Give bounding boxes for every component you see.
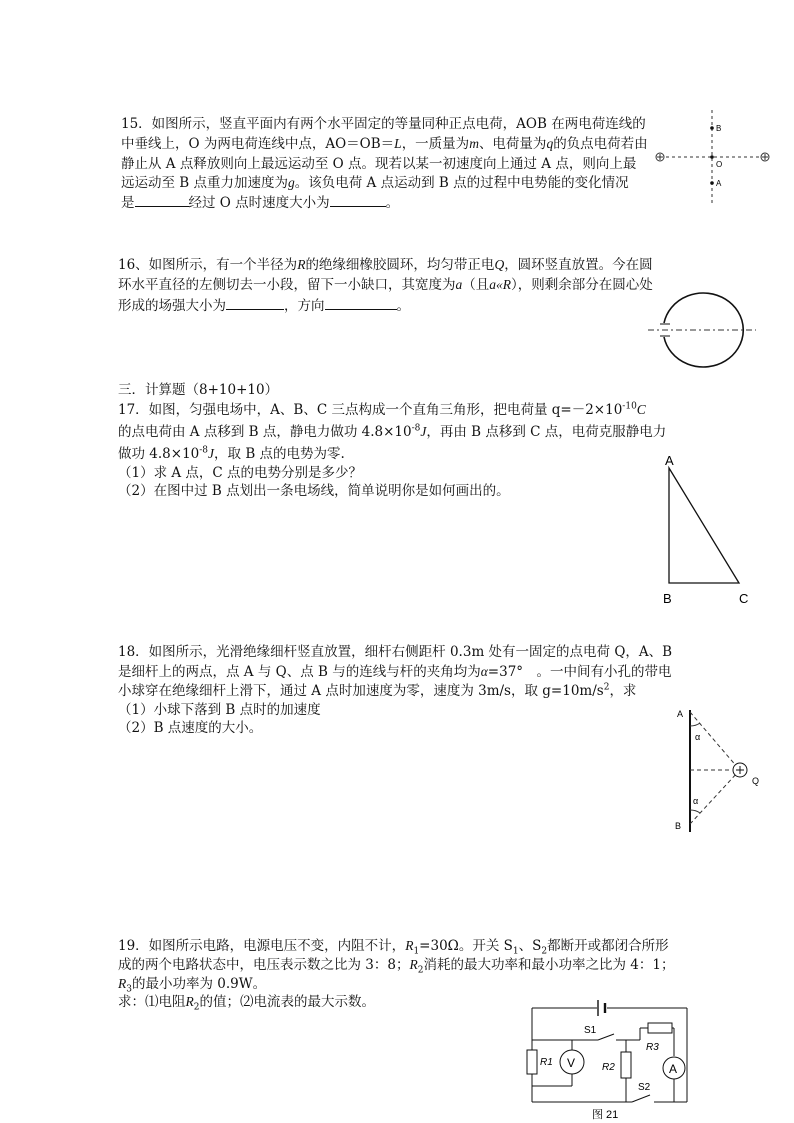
answer-blank[interactable] <box>226 296 284 310</box>
right-triangle-abc <box>669 468 739 583</box>
q15-line4: 远运动至 B 点重力加速度为g。该负电荷 A 点运动到 B 点的过程中电势能的变化情况 <box>121 175 629 191</box>
positive-charge-icon <box>656 153 664 161</box>
point-a-dot <box>710 181 714 185</box>
q19-line3: $R_3$的最小功率为 0.9W。 <box>118 976 267 995</box>
q17-line1: 17．如图，匀强电场中，A、B、C 三点构成一个直角三角形，把电荷量 $q=-2\times 10^{-10}C$ <box>118 401 646 418</box>
answer-blank[interactable] <box>330 193 386 207</box>
q18-line2: 是细杆上的两点，点 A 与 Q、点 B 与的连线与杆的夹角均为α=37° 。一中间有小孔的带电 <box>118 664 672 680</box>
label-b: B <box>675 821 682 831</box>
q18-sub2: （2）B 点速度的大小。 <box>118 720 263 736</box>
q17-triangle-figure <box>655 452 755 608</box>
label-s1: S1 <box>584 1025 597 1036</box>
q17-line3: 做功 $4.8\times 10^{-8}J$，取 B 点的电势为零. <box>118 445 345 462</box>
label-q: Q <box>752 776 760 786</box>
resistor-r3 <box>648 1023 672 1033</box>
q16-ring-figure <box>648 290 758 372</box>
q16-line3: 形成的场强大小为 ，方向 。 <box>118 298 410 314</box>
q17-sub1: （1）求 A 点，C 点的电势分别是多少？ <box>118 465 363 481</box>
label-b: B <box>716 124 722 133</box>
label-c: C <box>739 591 749 606</box>
angle-arc <box>690 810 700 813</box>
q15-line2: 中垂线上，O 为两电荷连线中点，AO＝OB＝L，一质量为m、电荷量为q的负点电荷若由 <box>121 136 648 152</box>
q15-line5: 是 经过 O 点时速度大小为 。 <box>121 195 400 211</box>
section-3-heading: 三．计算题（8+10+10） <box>118 382 279 398</box>
q18-rod-figure <box>670 700 770 840</box>
label-alpha: α <box>695 732 701 742</box>
q16-line1: 16、如图所示，有一个半径为R的绝缘细橡胶圆环，均匀带正电Q，圆环竖直放置。今在圆 <box>118 257 653 273</box>
label-v: V <box>567 1056 576 1070</box>
q18-line3: 小球穿在绝缘细杆上滑下，通过 A 点时加速度为零，速度为 3m/s，取 $g=10m/s^2$，求 <box>118 682 637 699</box>
answer-blank[interactable] <box>135 193 189 207</box>
q17-line2: 的点电荷由 A 点移到 B 点，静电力做功 $4.8\times 10^{-8}J$，再由 B 点移到 C 点，电荷克服静电力 <box>118 423 667 440</box>
q15-figure <box>650 110 780 210</box>
q19-line2: 成的两个电路状态中，电压表示数之比为 3：8；$R_2$消耗的最大功率和最小功率之比为 4：1； <box>118 957 675 976</box>
label-r3: R3 <box>646 1042 659 1053</box>
switch-s1 <box>598 1034 614 1040</box>
answer-blank[interactable] <box>325 296 397 310</box>
label-r2: R2 <box>602 1062 615 1073</box>
label-r1: R1 <box>540 1057 553 1068</box>
resistor-r1 <box>527 1050 537 1074</box>
angle-arc <box>690 723 700 726</box>
q18-sub1: （1）小球下落到 B 点时的加速度 <box>118 702 321 718</box>
label-o: O <box>716 160 723 169</box>
label-alpha: α <box>693 796 699 806</box>
switch-s2 <box>632 1095 650 1102</box>
q18-line1: 18．如图所示，光滑绝缘细杆竖直放置，细杆右侧距杆 0.3m 处有一固定的点电荷 Q，A、B <box>118 644 673 660</box>
q15-line3: 静止从 A 点释放则向上最远运动至 O 点。现若以某一初速度向上通过 A 点，则向上最 <box>121 156 637 172</box>
label-a: A <box>665 453 674 468</box>
resistor-r2 <box>621 1052 631 1078</box>
q17-sub2: （2）在图中过 B 点划出一条电场线，简单说明你是如何画出的。 <box>118 483 510 499</box>
label-b: B <box>663 591 672 606</box>
q19-line4: 求：⑴电阻$R_2$的值；⑵电流表的最大示数。 <box>118 994 375 1013</box>
charged-ring <box>664 293 743 367</box>
figure-caption: 图 21 <box>592 1109 619 1121</box>
label-a: A <box>716 179 722 188</box>
point-charge-q-icon <box>733 763 747 777</box>
label-s2: S2 <box>638 1082 651 1093</box>
label-a: A <box>669 1062 678 1076</box>
point-o-dot <box>710 155 714 159</box>
positive-charge-icon <box>761 153 769 161</box>
point-b-dot <box>710 126 714 130</box>
label-a: A <box>677 709 684 719</box>
q15-line1: 15．如图所示，竖直平面内有两个水平固定的等量同种正点电荷，AOB 在两电荷连线的 <box>121 116 646 132</box>
q16-line2: 环水平直径的左侧切去一小段，留下一小缺口，其宽度为a（且a«R），则剩余部分在圆心处 <box>118 277 653 293</box>
circuit-figure-21 <box>522 990 702 1122</box>
q19-line1: 19．如图所示电路，电源电压不变，内阻不计，$R_1=30\Omega$。开关 $S_1$、$S_2$都断开或都闭合所形 <box>118 938 669 957</box>
